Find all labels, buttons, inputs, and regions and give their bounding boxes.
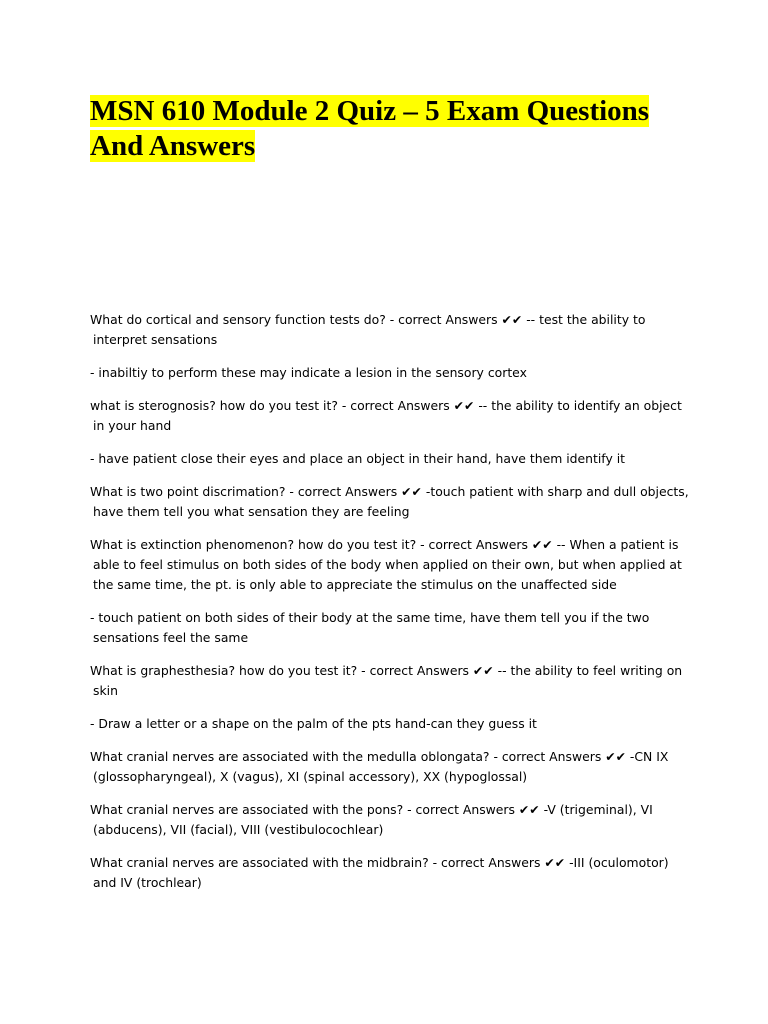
paragraph-extinction-test: - touch patient on both sides of their body at the same time, have them tell you if the two sensations feel the same: [90, 610, 650, 645]
paragraph-cortical-sensory-tests: What do cortical and sensory function tests do? - correct Answers ✔✔ -- test the ability to interpret sensations: [90, 312, 646, 347]
paragraph-two-point-discrimination: What is two point discrimation? - correct Answers ✔✔ -touch patient with sharp and dull objects, have them tell you what sensation they are feeling: [90, 484, 689, 519]
paragraph-graphesthesia-test: - Draw a letter or a shape on the palm of the pts hand-can they guess it: [90, 716, 537, 731]
document-title: [90, 94, 690, 164]
paragraph-graphesthesia: What is graphesthesia? how do you test it? - correct Answers ✔✔ -- the ability to feel writing on skin: [90, 663, 683, 698]
title-line-1: MSN 610 Module 2 Quiz – 5 Exam Questions: [90, 95, 650, 127]
paragraph-pons-nerves: What cranial nerves are associated with the pons? - correct Answers ✔✔ -V (trigeminal), VI (abducens), VII (facial), VIII (vestibulocochlear): [90, 802, 653, 837]
paragraph-sensory-cortex-lesion: - inabiltiy to perform these may indicate a lesion in the sensory cortex: [90, 365, 527, 380]
title-line-2: And Answers: [90, 130, 256, 162]
paragraph-medulla-nerves: What cranial nerves are associated with the medulla oblongata? - correct Answers ✔✔ -CN IX (glossopharyngeal), X (vagus), XI (spinal accessory), XX (hypoglossal): [90, 749, 669, 784]
paragraph-stereognosis: what is sterognosis? how do you test it? - correct Answers ✔✔ -- the ability to identify an object in your hand: [90, 398, 682, 433]
paragraph-extinction-phenomenon: What is extinction phenomenon? how do you test it? - correct Answers ✔✔ -- When a patient is able to feel stimulus on both sides of the body when applied on their own, but when applied at the same time, the pt. is only able to appreciate the stimulus on the unaffected side: [90, 537, 682, 592]
document-body: [90, 310, 690, 906]
paragraph-stereognosis-test: - have patient close their eyes and place an object in their hand, have them identify it: [90, 451, 626, 466]
paragraph-midbrain-nerves: What cranial nerves are associated with the midbrain? - correct Answers ✔✔ -III (oculomotor) and IV (trochlear): [90, 855, 669, 890]
